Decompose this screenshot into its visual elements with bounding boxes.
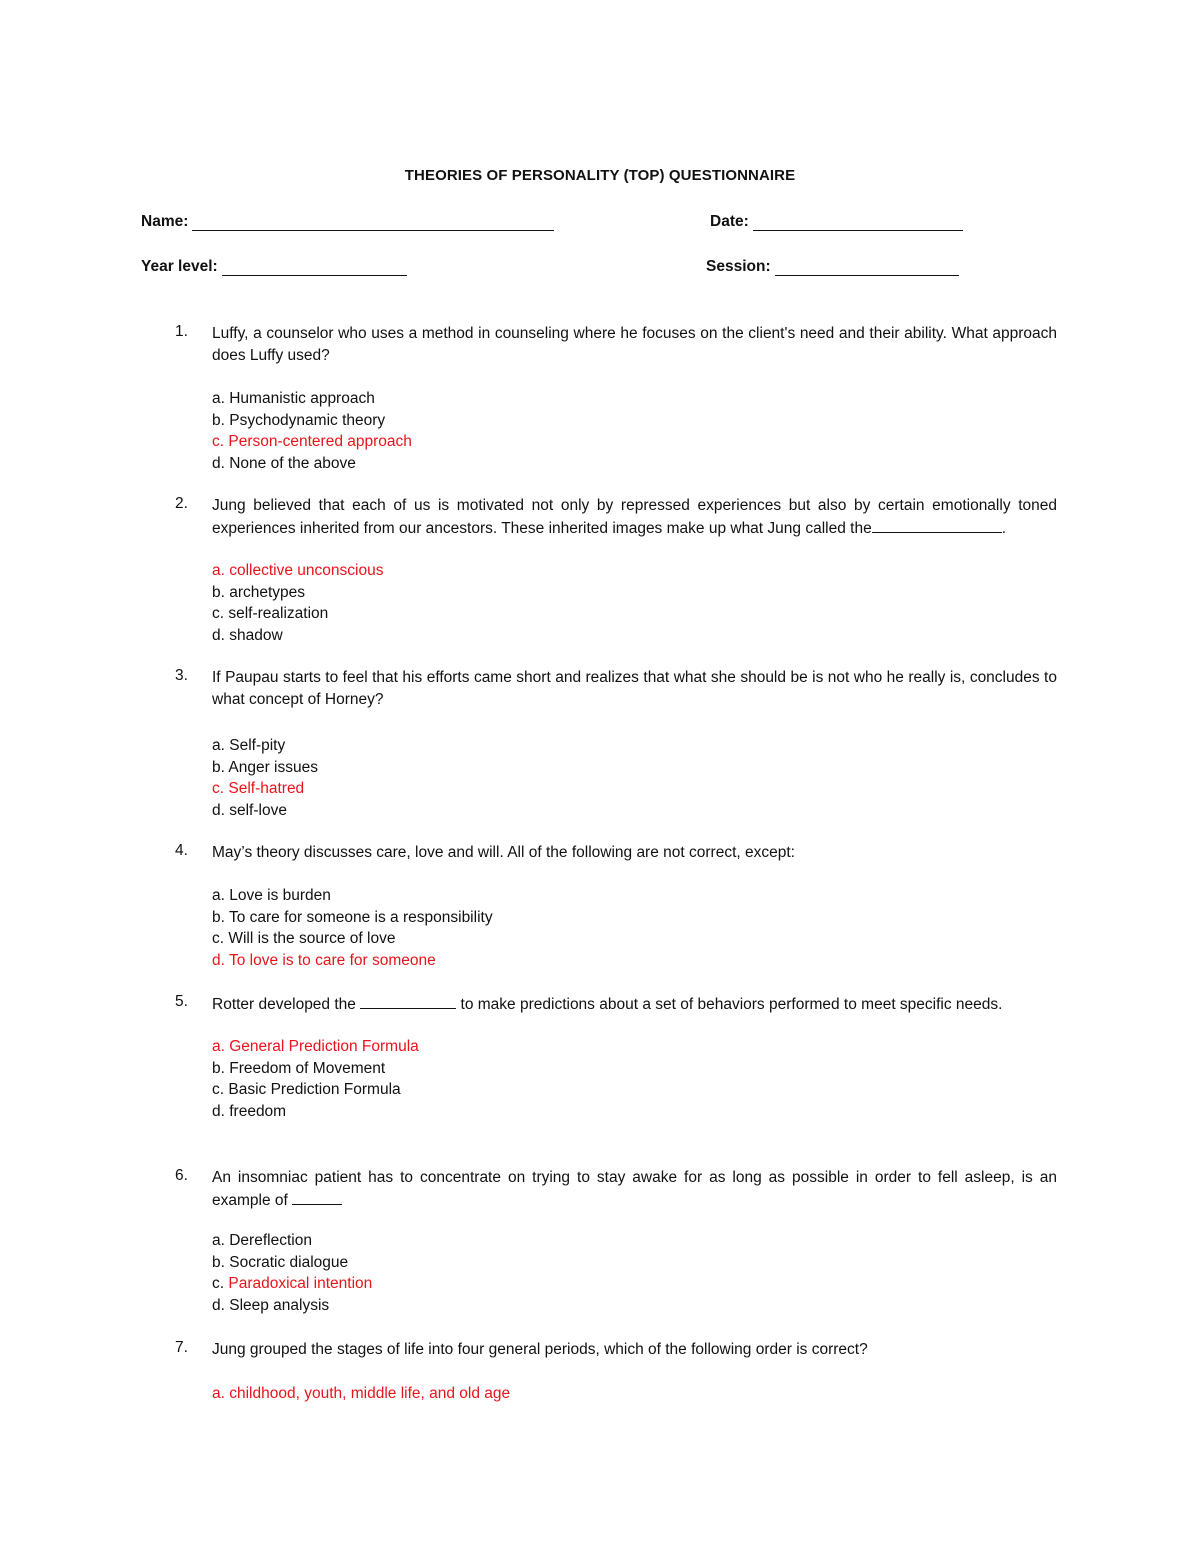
correct-answer-option[interactable]	[212, 560, 383, 582]
date-field[interactable]	[710, 213, 963, 231]
answer-option[interactable]	[212, 1252, 372, 1274]
question-text-end: to make predictions about a set of behaviors performed to meet specific needs.	[460, 996, 1003, 1013]
correct-answer-option[interactable]	[212, 431, 412, 453]
fill-in-blank	[292, 1189, 342, 1205]
year-level-label: Year level:	[141, 258, 218, 275]
option-label: d. shadow	[212, 626, 283, 644]
option-prefix: c.	[212, 1275, 229, 1292]
answer-options	[212, 1383, 510, 1405]
answer-options	[212, 735, 318, 821]
option-label: b. Psychodynamic theory	[212, 411, 386, 429]
question-text: Luffy, a counselor who uses a method in counseling where he focuses on the client's need and their ability. What approach does Luffy used?	[212, 325, 1057, 364]
session-label: Session:	[706, 258, 771, 275]
question-number: 5.	[175, 993, 188, 1010]
question-text-part: Rotter developed the	[212, 996, 356, 1013]
answer-option[interactable]	[212, 928, 493, 950]
date-blank-line[interactable]	[753, 216, 963, 231]
answer-option[interactable]	[212, 625, 383, 647]
fill-in-blank	[360, 993, 456, 1009]
answer-option[interactable]	[212, 410, 412, 432]
option-label: b. Freedom of Movement	[212, 1059, 386, 1077]
answer-options	[212, 1036, 419, 1122]
answer-option[interactable]	[212, 1295, 372, 1317]
option-label: c. Will is the source of love	[212, 930, 396, 947]
answer-option[interactable]	[212, 1058, 419, 1080]
answer-option[interactable]	[212, 603, 383, 625]
answer-option[interactable]	[212, 907, 493, 929]
date-label: Date:	[710, 213, 749, 230]
question-text	[212, 1167, 1057, 1212]
option-label: b. Socratic dialogue	[212, 1253, 349, 1271]
option-label: b. archetypes	[212, 583, 306, 601]
answer-option[interactable]	[212, 582, 383, 604]
correct-answer-option[interactable]	[212, 1383, 510, 1405]
question-text	[212, 495, 1057, 540]
option-label: b. Anger issues	[212, 758, 318, 776]
option-label: c. self-realization	[212, 605, 329, 622]
year-level-blank-line[interactable]	[222, 261, 407, 276]
correct-answer-option[interactable]	[212, 1036, 419, 1058]
answer-options	[212, 885, 493, 971]
name-label: Name:	[141, 213, 189, 230]
option-label: d. freedom	[212, 1102, 287, 1120]
question-text-part: An insomniac patient has to concentrate on trying to stay awake for as long as possible in order to fell asleep, is an example of	[212, 1169, 1057, 1209]
answer-option[interactable]	[212, 800, 318, 822]
correct-answer-option[interactable]	[212, 1273, 372, 1295]
session-field[interactable]	[706, 258, 959, 276]
question-number: 2.	[175, 495, 188, 512]
option-label: d. Sleep analysis	[212, 1296, 330, 1314]
option-label: a. Dereflection	[212, 1232, 312, 1249]
correct-answer-option[interactable]	[212, 950, 493, 972]
name-field[interactable]	[141, 213, 554, 231]
option-label: d. To love is to care for someone	[212, 951, 436, 969]
answer-options	[212, 1230, 372, 1316]
option-label: a. Love is burden	[212, 887, 331, 904]
answer-option[interactable]	[212, 388, 412, 410]
question-number: 7.	[175, 1339, 188, 1356]
correct-answer-option[interactable]	[212, 778, 318, 800]
option-label: a. Humanistic approach	[212, 390, 375, 407]
option-label: a. General Prediction Formula	[212, 1038, 419, 1055]
answer-option[interactable]	[212, 735, 318, 757]
option-label: d. self-love	[212, 801, 287, 819]
question-number: 3.	[175, 667, 188, 684]
question-number: 4.	[175, 842, 188, 859]
question-text: If Paupau starts to feel that his efforts came short and realizes that what she should be is not who he really is, concludes to what concept of Horney?	[212, 669, 1057, 708]
option-label: c. Basic Prediction Formula	[212, 1081, 401, 1098]
question-number: 1.	[175, 323, 188, 340]
answer-options	[212, 560, 383, 646]
year-level-field[interactable]	[141, 258, 407, 276]
option-label: a. collective unconscious	[212, 562, 384, 579]
answer-option[interactable]	[212, 757, 318, 779]
question-text-end: .	[1001, 520, 1007, 537]
answer-option[interactable]	[212, 1101, 419, 1123]
option-label: a. Self-pity	[212, 737, 286, 754]
name-blank-line[interactable]	[192, 216, 554, 231]
option-label: a. childhood, youth, middle life, and old age	[212, 1385, 511, 1402]
answer-options	[212, 388, 412, 474]
option-label: b. To care for someone is a responsibility	[212, 908, 493, 926]
option-label: c. Person-centered approach	[212, 433, 412, 450]
question-number: 6.	[175, 1167, 188, 1184]
answer-option[interactable]	[212, 453, 412, 475]
option-label: c. Self-hatred	[212, 780, 305, 797]
answer-option[interactable]	[212, 885, 493, 907]
answer-option[interactable]	[212, 1230, 372, 1252]
question-text-part: Jung believed that each of us is motivated not only by repressed experiences but also by certain emotionally toned experiences inherited from our ancestors. These inherited images make up what Jung called the	[212, 497, 1057, 537]
option-label: d. None of the above	[212, 454, 356, 472]
page-title: THEORIES OF PERSONALITY (TOP) QUESTIONNAIRE	[404, 167, 796, 184]
question-text: May’s theory discusses care, love and will. All of the following are not correct, except:	[212, 844, 795, 861]
fill-in-blank	[872, 517, 1002, 533]
question-text	[212, 993, 1057, 1016]
session-blank-line[interactable]	[775, 261, 959, 276]
option-label: Paradoxical intention	[228, 1275, 373, 1292]
answer-option[interactable]	[212, 1079, 419, 1101]
question-text: Jung grouped the stages of life into four general periods, which of the following order is correct?	[212, 1341, 868, 1358]
